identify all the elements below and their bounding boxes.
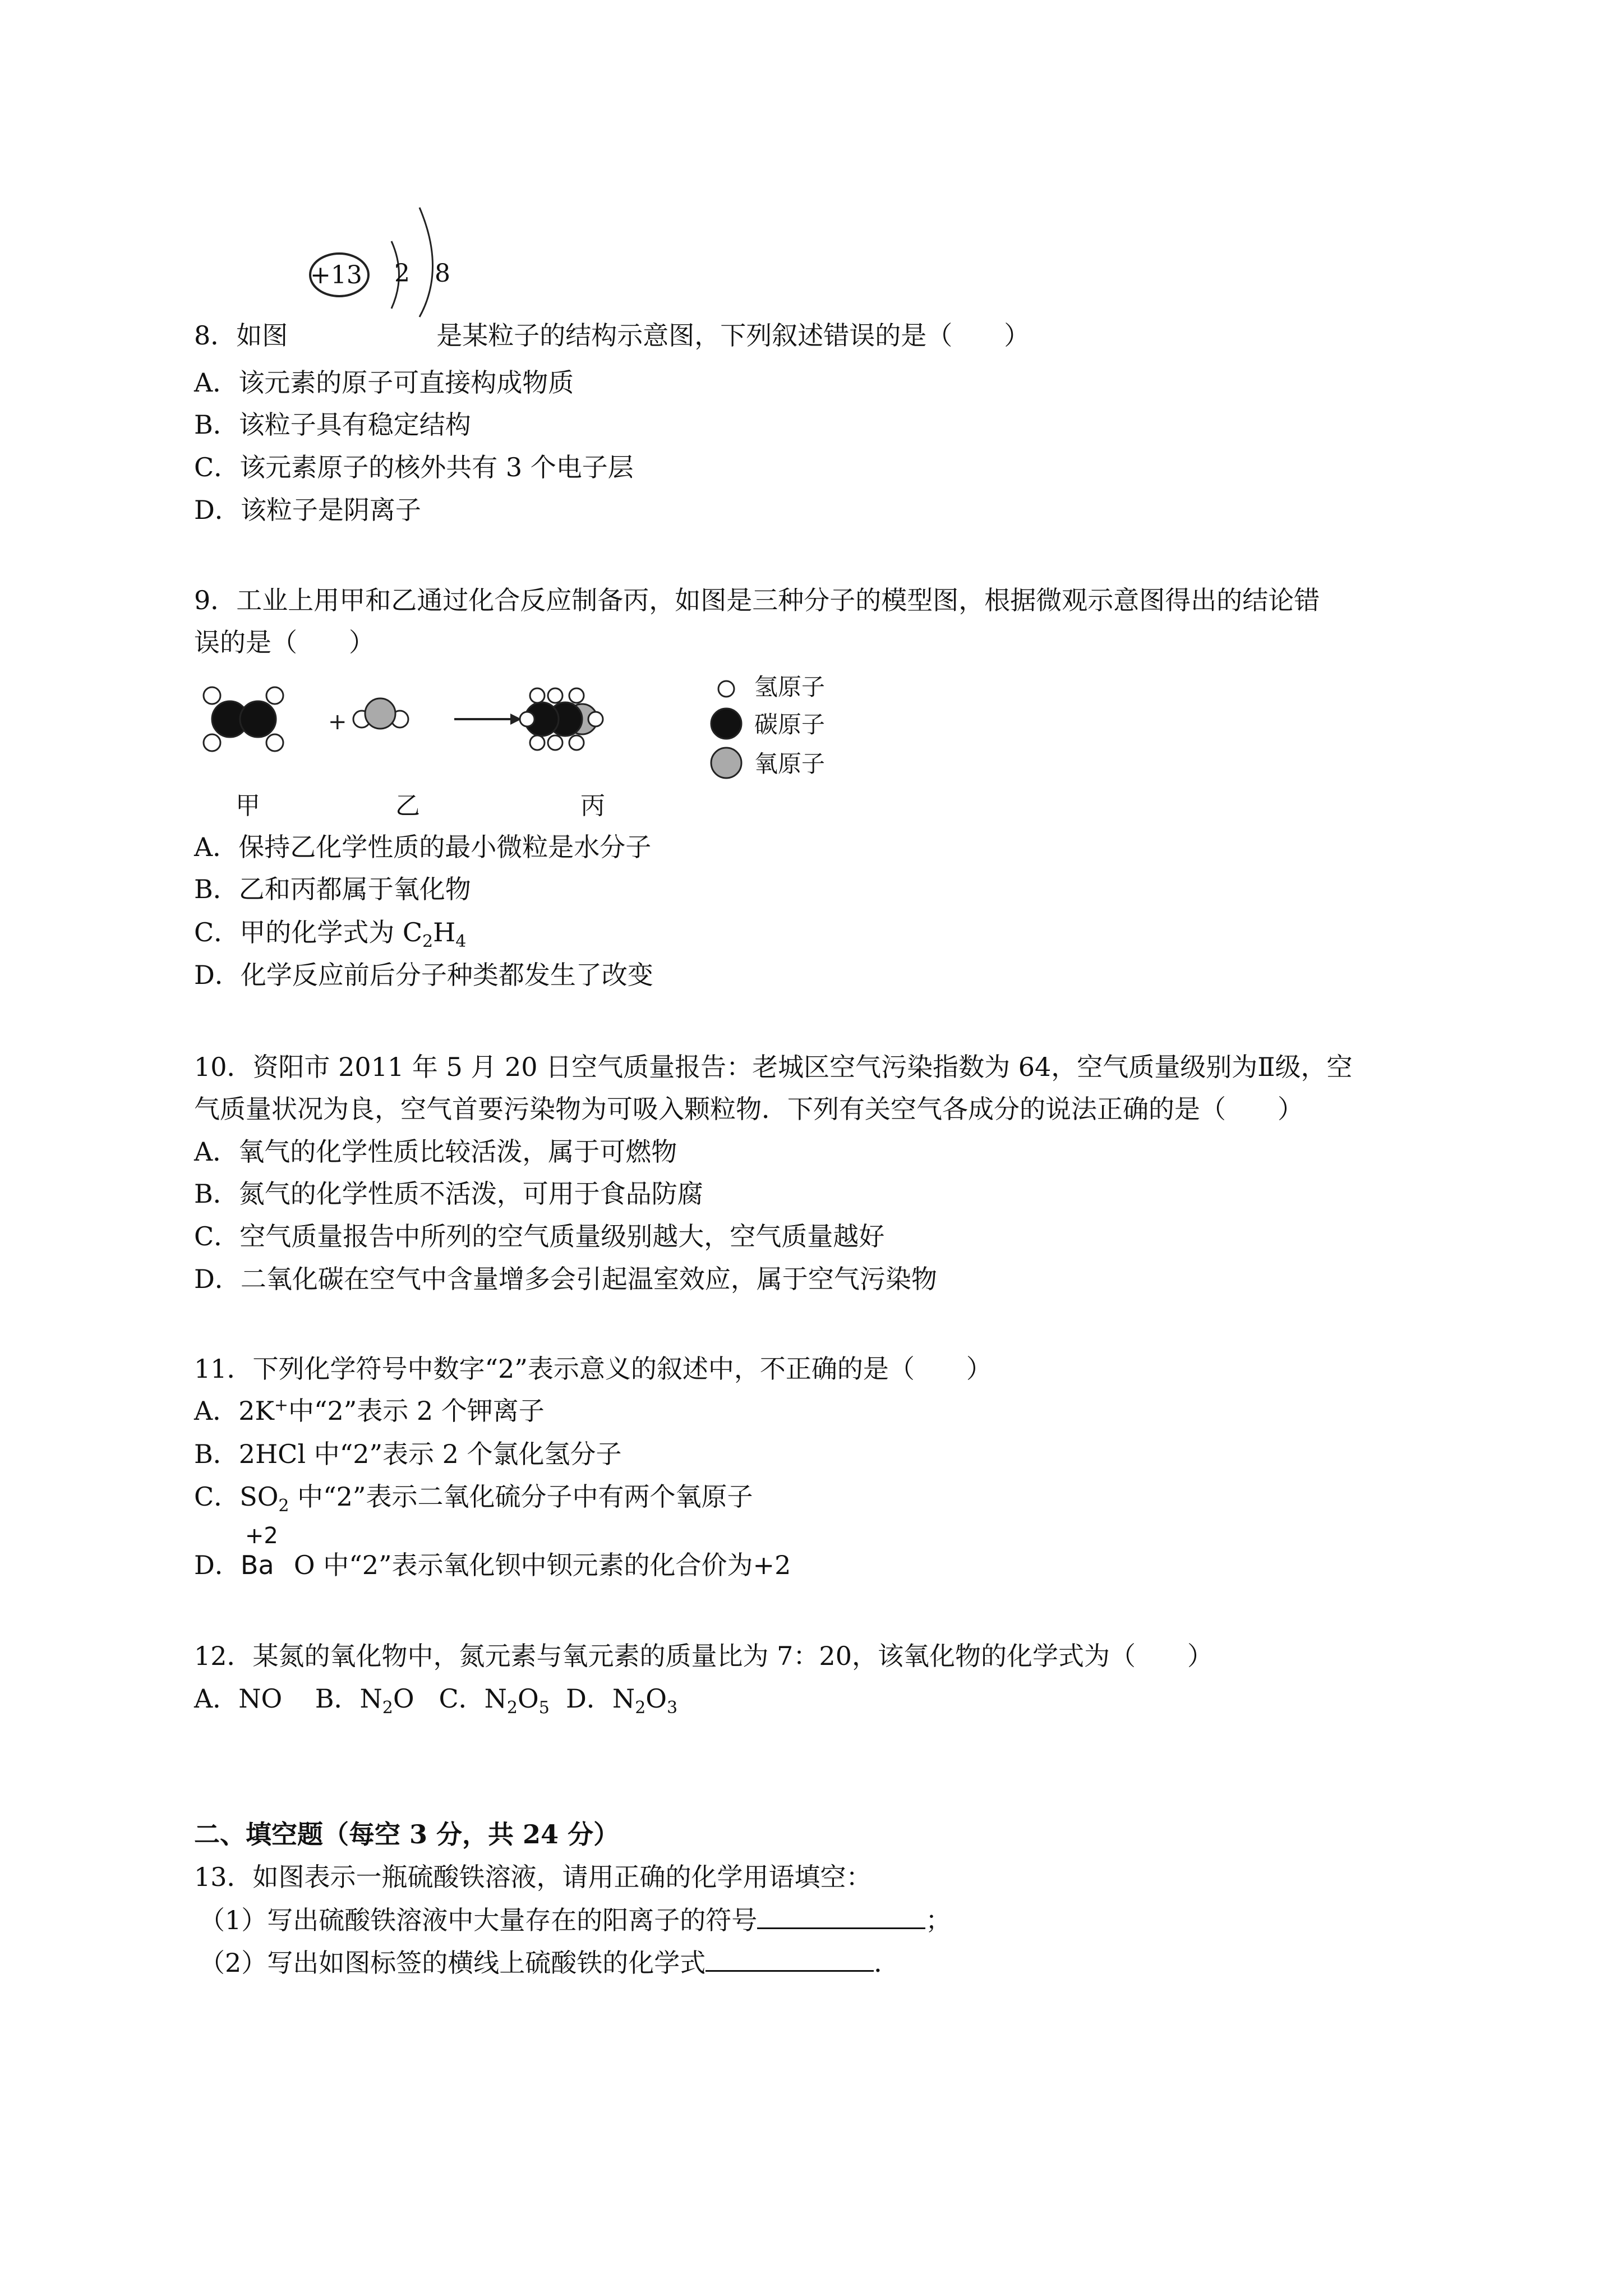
shell-1-electrons: 2: [394, 259, 410, 288]
q8-stem-suffix: 是某粒子的结构示意图，下列叙述错误的是（ ）: [436, 320, 1030, 351]
q8-stem: [194, 319, 1030, 352]
q11-option-a-prefix: A．2K: [194, 1396, 274, 1426]
q10-option-a: A．氧气的化学性质比较活泼，属于可燃物: [194, 1137, 677, 1167]
subscript: 2: [278, 1496, 289, 1516]
q11-stem: 11．下列化学符号中数字“2”表示意义的叙述中，不正确的是（ ）: [194, 1354, 992, 1384]
q9-option-c: [194, 915, 467, 952]
q9-stem-line2: 误的是（ ）: [194, 627, 375, 657]
answer-blank-1[interactable]: [757, 1903, 925, 1929]
q13-part2-end: ．: [874, 1948, 900, 1978]
q9-stem-line1: 9．工业上用甲和乙通过化合反应制备丙，如图是三种分子的模型图，根据微观示意图得出的结论错: [194, 585, 1320, 615]
q13-part2: [199, 1945, 900, 1980]
q11-option-c-prefix: C．SO: [194, 1481, 279, 1512]
q12-option-a: A．NO: [194, 1683, 283, 1714]
label-bing: 丙: [580, 792, 605, 820]
molecule-yi: [353, 698, 408, 729]
answer-blank-2[interactable]: [706, 1945, 874, 1972]
legend-hydrogen: 氢原子: [754, 673, 826, 701]
molecule-bing: [520, 688, 603, 750]
q11-option-a-suffix: 中“2”表示 2 个钾离子: [288, 1396, 545, 1426]
label-jia: 甲: [236, 792, 260, 820]
subscript: 2: [422, 932, 434, 952]
q8-option-d: D．该粒子是阴离子: [194, 495, 421, 525]
label-yi: 乙: [395, 792, 420, 820]
q13-part1-end: ；: [925, 1905, 952, 1935]
q11-option-d-suffix: O 中“2”表示氧化钡中钡元素的化合价为+2: [293, 1550, 791, 1580]
q12-option-c: C．$N_2O_5$: [439, 1683, 550, 1718]
legend-icons: [707, 673, 751, 785]
barium-symbol: Ba: [240, 1550, 274, 1580]
nucleus-charge: +13: [310, 261, 362, 289]
section2-title: 二、填空题（每空 3 分，共 24 分）: [194, 1819, 620, 1849]
q13-part2-text: （2）写出如图标签的横线上硫酸铁的化学式: [199, 1948, 706, 1978]
q10-option-b: B．氮气的化学性质不活泼，可用于食品防腐: [194, 1179, 703, 1209]
carbon-atom-icon: [711, 708, 741, 739]
q8-stem-prefix: 8．如图: [194, 320, 288, 351]
legend-carbon: 碳原子: [754, 711, 826, 738]
plus-sign: +: [328, 709, 347, 735]
q11-option-a: [194, 1394, 545, 1428]
q12-option-d: D．$N_2O_3$: [566, 1683, 678, 1718]
hydrogen-atom-icon: [718, 681, 734, 697]
subscript: 4: [455, 932, 467, 952]
q11-option-c: [194, 1480, 753, 1516]
q8-option-c: C．该元素原子的核外共有 3 个电子层: [194, 452, 634, 482]
superscript: +: [274, 1395, 288, 1415]
valence-label: +2: [245, 1523, 278, 1549]
legend-oxygen: 氧原子: [754, 750, 826, 777]
shell-2-electrons: 8: [435, 259, 450, 288]
q11-option-d: [194, 1523, 791, 1582]
q10-option-c: C．空气质量报告中所列的空气质量级别越大，空气质量越好: [194, 1221, 885, 1251]
reaction-arrow: [454, 714, 522, 725]
q8-option-b: B．该粒子具有稳定结构: [194, 409, 471, 440]
q11-option-d-prefix: D．: [194, 1550, 241, 1580]
q12-stem: 12．某氮的氧化物中，氮元素与氧元素的质量比为 7：20，该氧化物的化学式为（ ）: [194, 1641, 1213, 1671]
q10-stem-line2: 气质量状况为良，空气首要污染物为可吸入颗粒物．下列有关空气各成分的说法正确的是（ ）: [194, 1094, 1303, 1124]
q9-option-b: B．乙和丙都属于氧化物: [194, 874, 471, 904]
q10-option-d: D．二氧化碳在空气中含量增多会引起温室效应，属于空气污染物: [194, 1264, 937, 1294]
q8-option-a: A．该元素的原子可直接构成物质: [194, 367, 574, 398]
q13-part1-text: （1）写出硫酸铁溶液中大量存在的阳离子的符号: [199, 1905, 758, 1935]
q9-option-a: A．保持乙化学性质的最小微粒是水分子: [194, 832, 652, 862]
q9-option-d: D．化学反应前后分子种类都发生了改变: [194, 960, 653, 990]
q13-part1: [199, 1903, 951, 1937]
q13-stem: 13．如图表示一瓶硫酸铁溶液，请用正确的化学用语填空：: [194, 1862, 872, 1892]
q10-stem-line1: 10．资阳市 2011 年 5 月 20 日空气质量报告：老城区空气污染指数为 64，空气质量级别为Ⅱ级，空: [194, 1052, 1353, 1082]
q9-option-c-prefix: C．甲的化学式为 C: [194, 917, 423, 947]
oxygen-atom-icon: [711, 748, 741, 778]
q11-option-b: B．2HCl 中“2”表示 2 个氯化氢分子: [194, 1439, 622, 1469]
q12-options: [194, 1682, 678, 1718]
molecule-jia: [204, 687, 283, 751]
atom-structure-diagram: [292, 196, 471, 320]
q11-option-c-suffix: 中“2”表示二氧化硫分子中有两个氧原子: [289, 1481, 753, 1512]
q9-option-c-mid: H: [433, 917, 456, 947]
q12-option-b: B．$N_2O$: [315, 1683, 414, 1718]
molecule-model-diagram: [191, 673, 695, 774]
